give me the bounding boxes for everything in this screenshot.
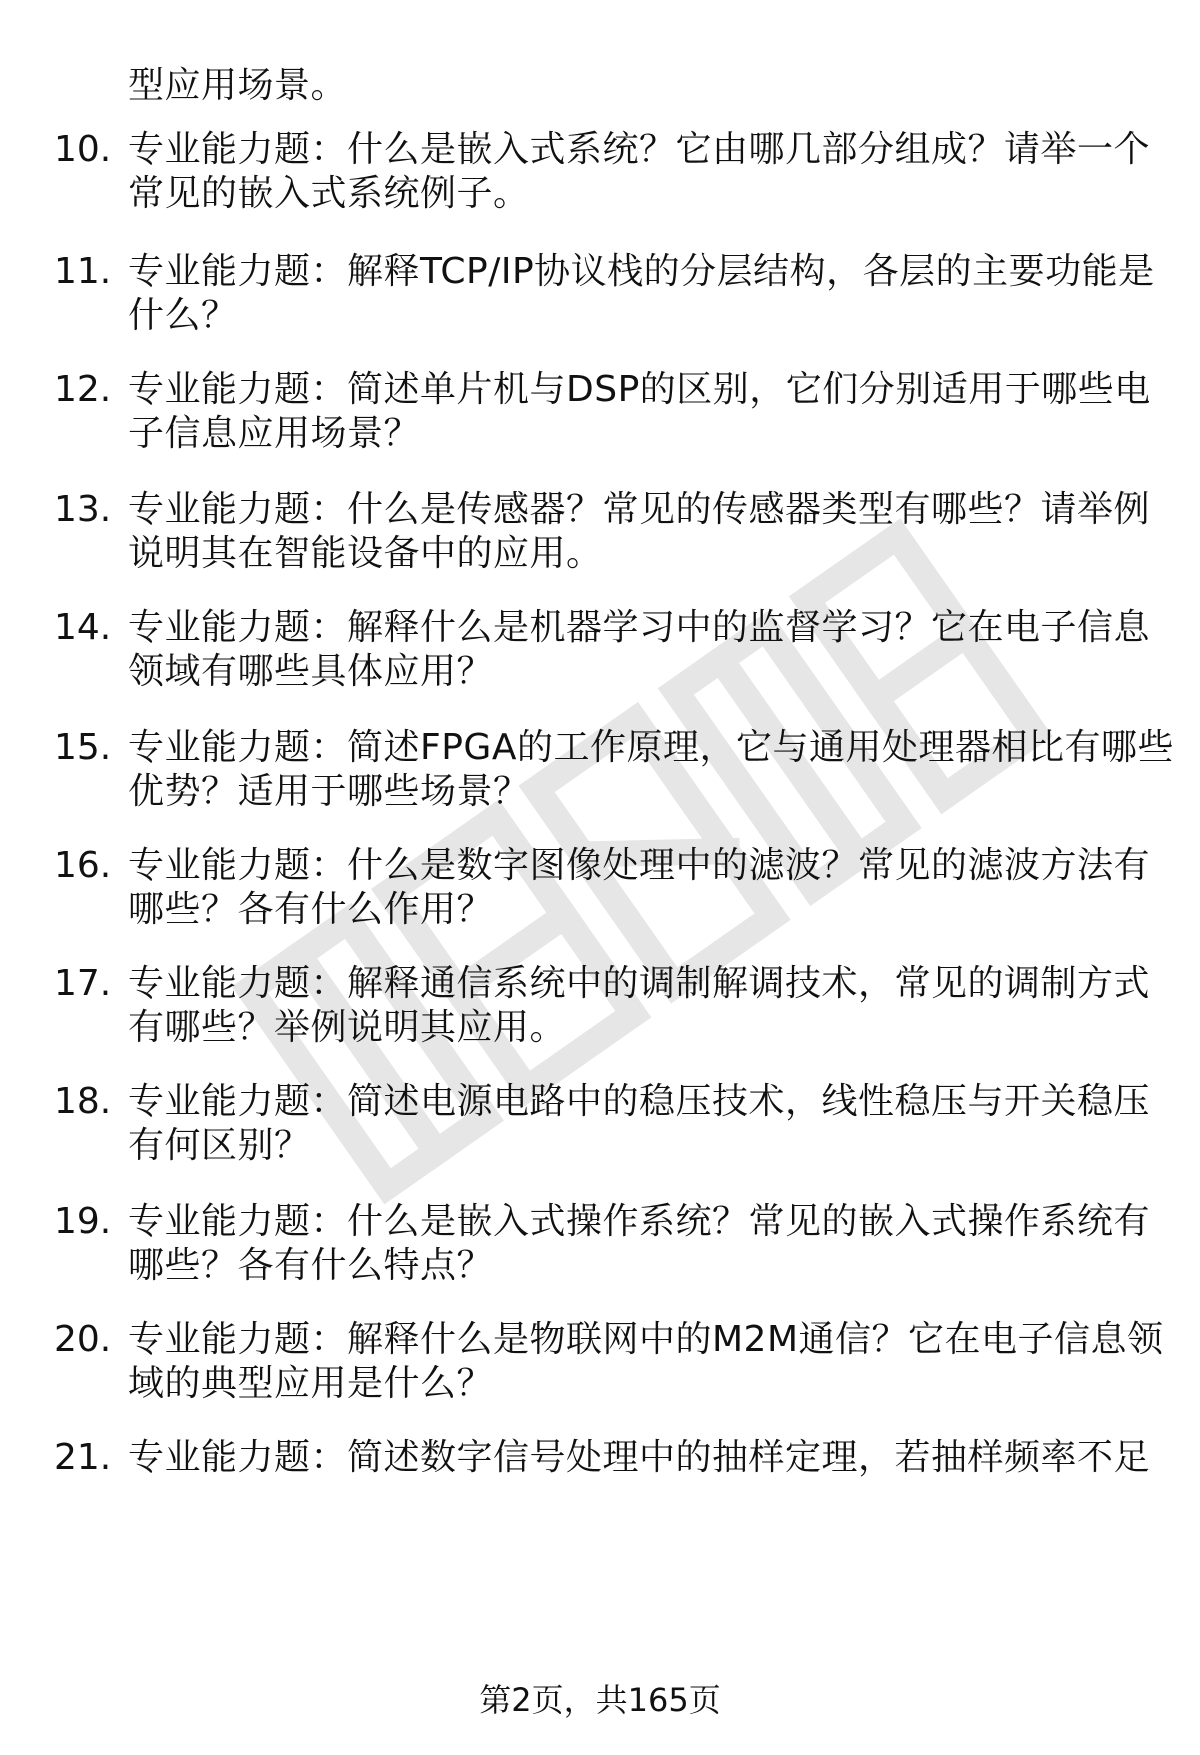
page-footer: 第2页，共165页 xyxy=(479,1681,721,1719)
item-text-line: 域的典型应用是什么？ xyxy=(128,1363,494,1404)
item-text-line: 哪些？各有什么特点？ xyxy=(128,1245,494,1286)
item-text-line: 有哪些？举例说明其应用。 xyxy=(128,1007,567,1048)
item-text-line: 什么？ xyxy=(128,295,238,336)
item-text-line: 有何区别？ xyxy=(128,1125,311,1166)
item-number: 14. xyxy=(54,607,112,648)
item-number: 17. xyxy=(54,963,112,1004)
item-text-line: 优势？适用于哪些场景？ xyxy=(128,771,530,812)
item-text-line: 子信息应用场景？ xyxy=(128,413,421,454)
item-text-line: 专业能力题：解释什么是物联网中的M2M通信？它在电子信息领 xyxy=(128,1319,1164,1360)
item-text-line: 专业能力题：什么是传感器？常见的传感器类型有哪些？请举例 xyxy=(128,489,1151,530)
item-number: 11. xyxy=(54,251,112,292)
item-number: 10. xyxy=(54,129,112,170)
item-number: 12. xyxy=(54,369,112,410)
item-text-line: 领域有哪些具体应用？ xyxy=(128,651,494,692)
item-number: 15. xyxy=(54,727,112,768)
continuation-text: 型应用场景。 xyxy=(128,65,348,106)
item-number: 13. xyxy=(54,489,112,530)
item-number: 19. xyxy=(54,1201,112,1242)
item-text-line: 常见的嵌入式系统例子。 xyxy=(128,173,530,214)
item-text-line: 专业能力题：什么是嵌入式操作系统？常见的嵌入式操作系统有 xyxy=(128,1201,1151,1242)
item-text-line: 专业能力题：解释什么是机器学习中的监督学习？它在电子信息 xyxy=(128,607,1151,648)
item-number: 21. xyxy=(54,1437,112,1478)
item-text-line: 专业能力题：简述单片机与DSP的区别，它们分别适用于哪些电 xyxy=(128,369,1151,410)
item-number: 18. xyxy=(54,1081,112,1122)
item-text-line: 专业能力题：解释TCP/IP协议栈的分层结构，各层的主要功能是 xyxy=(128,251,1155,292)
item-text-line: 哪些？各有什么作用？ xyxy=(128,889,494,930)
item-text-line: 专业能力题：什么是嵌入式系统？它由哪几部分组成？请举一个 xyxy=(128,129,1151,170)
item-text-line: 说明其在智能设备中的应用。 xyxy=(128,533,603,574)
item-text-line: 专业能力题：解释通信系统中的调制解调技术，常见的调制方式 xyxy=(128,963,1151,1004)
item-number: 20. xyxy=(54,1319,112,1360)
item-text-line: 专业能力题：什么是数字图像处理中的滤波？常见的滤波方法有 xyxy=(128,845,1151,886)
item-text-line: 专业能力题：简述电源电路中的稳压技术，线性稳压与开关稳压 xyxy=(128,1081,1151,1122)
item-text-line: 专业能力题：简述FPGA的工作原理，它与通用处理器相比有哪些 xyxy=(128,727,1174,768)
item-text-line: 专业能力题：简述数字信号处理中的抽样定理，若抽样频率不足 xyxy=(128,1437,1151,1478)
item-number: 16. xyxy=(54,845,112,886)
